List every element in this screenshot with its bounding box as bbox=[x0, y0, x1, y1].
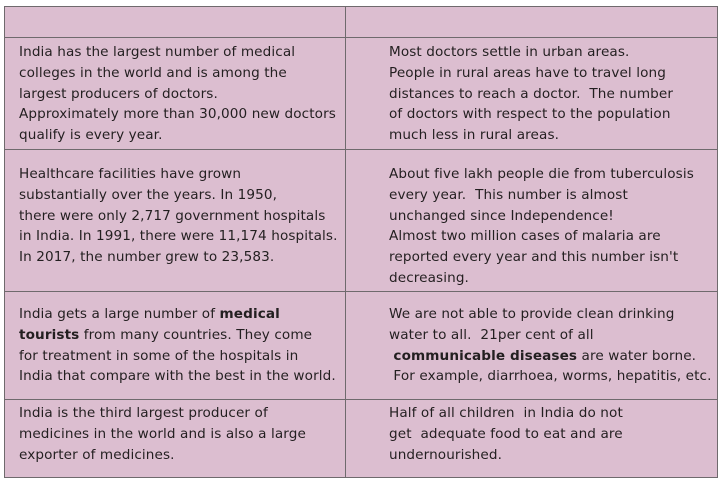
column-divider bbox=[345, 7, 346, 477]
text-line: About five lakh people die from tuberculosis bbox=[389, 166, 694, 182]
text-line: We are not able to provide clean drinking bbox=[389, 306, 675, 322]
text-line: Half of all children in India do not bbox=[389, 405, 623, 421]
text-line: every year. This number is almost bbox=[389, 186, 628, 203]
row-4-left-cell bbox=[19, 403, 306, 465]
text-line: People in rural areas have to travel long bbox=[389, 64, 666, 81]
row-divider bbox=[5, 399, 717, 400]
text-line: medicines in the world and is also a large bbox=[19, 425, 306, 442]
text-line: undernourished. bbox=[389, 446, 502, 463]
bold-term-communicable-diseases: communicable diseases bbox=[393, 347, 578, 364]
text-line: In 2017, the number grew to 23,583. bbox=[19, 249, 275, 266]
text-line: are water borne. bbox=[577, 347, 697, 364]
text-line: much less in rural areas. bbox=[389, 127, 560, 144]
row-3-right-cell bbox=[389, 304, 712, 387]
row-4-right-cell bbox=[389, 403, 623, 465]
row-1-left-cell bbox=[19, 42, 336, 146]
text-line: reported every year and this number isn't bbox=[389, 249, 679, 266]
text-line: exporter of medicines. bbox=[19, 446, 175, 463]
row-2-left-cell bbox=[19, 164, 337, 268]
row-1-right-cell bbox=[389, 42, 673, 146]
text-line: Healthcare facilities have grown bbox=[19, 166, 242, 182]
text-line: India has the largest number of medical bbox=[19, 44, 296, 60]
text-line: in India. In 1991, there were 11,174 hospitals. bbox=[19, 228, 338, 245]
text-line: substantially over the years. In 1950, bbox=[19, 186, 278, 203]
text-line: there were only 2,717 government hospitals bbox=[19, 207, 326, 224]
text-line: Approximately more than 30,000 new doctors bbox=[19, 106, 336, 123]
text-line: Almost two million cases of malaria are bbox=[389, 228, 661, 245]
text-line: distances to reach a doctor. The number bbox=[389, 85, 674, 102]
text-line: Most doctors settle in urban areas. bbox=[389, 44, 630, 60]
text-line: from many countries. They come bbox=[79, 326, 313, 343]
text-line: colleges in the world and is among the bbox=[19, 64, 287, 81]
text-line: decreasing. bbox=[389, 269, 469, 286]
comparison-table bbox=[4, 6, 718, 478]
row-3-left-cell bbox=[19, 304, 336, 387]
row-divider bbox=[5, 149, 717, 150]
bold-term-medical: medical bbox=[219, 306, 280, 322]
text-line: India gets a large number of bbox=[19, 306, 220, 322]
text-line: for treatment in some of the hospitals in bbox=[19, 347, 299, 364]
row-divider bbox=[5, 37, 717, 38]
text-line: largest producers of doctors. bbox=[19, 85, 218, 102]
text-line: of doctors with respect to the population bbox=[389, 106, 671, 123]
text-line: qualify is every year. bbox=[19, 127, 163, 144]
text-line: get adequate food to eat and are bbox=[389, 425, 623, 442]
text-line: water to all. 21per cent of all bbox=[389, 326, 594, 343]
bold-term-tourists: tourists bbox=[19, 326, 80, 343]
row-2-right-cell bbox=[389, 164, 694, 289]
text-line: India that compare with the best in the world. bbox=[19, 368, 336, 385]
row-divider bbox=[5, 291, 717, 292]
text-line: India is the third largest producer of bbox=[19, 405, 268, 421]
text-line: unchanged since Independence! bbox=[389, 207, 614, 224]
text-line: For example, diarrhoea, worms, hepatitis, etc. bbox=[389, 368, 712, 385]
